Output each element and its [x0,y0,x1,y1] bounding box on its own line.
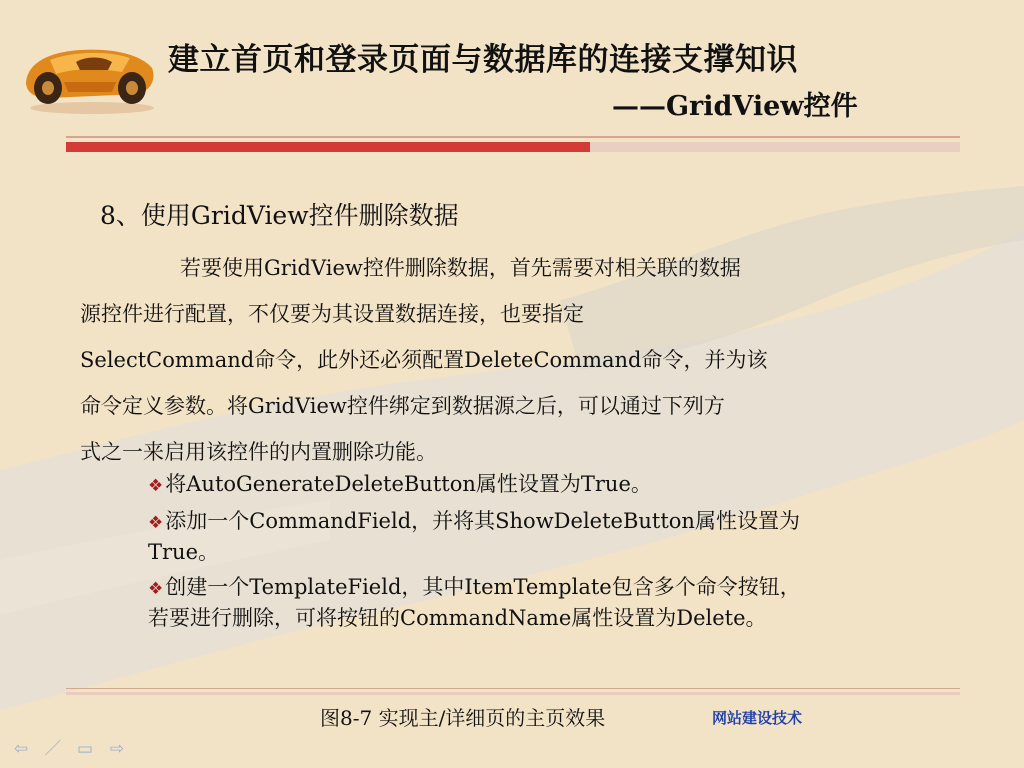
bullet-text: 将AutoGenerateDeleteButton属性设置为True。 [165,472,652,496]
paragraph-line: 命令定义参数。将GridView控件绑定到数据源之后，可以通过下列方 [80,394,725,418]
course-name: 网站建设技术 [712,709,803,727]
slide-subtitle: ——GridView控件 [612,91,858,122]
body-paragraph [80,245,940,475]
slide-navigation [10,740,128,758]
bullet-list [148,470,948,639]
top-divider-line [66,136,960,138]
bullet-text: 添加一个CommandField，并将其ShowDeleteButton属性设置为 [165,509,800,533]
top-divider-red-segment [66,142,590,152]
section-heading: 8、使用GridView控件删除数据 [100,201,459,230]
bullet-item [148,507,948,567]
paragraph-line: 若要使用GridView控件删除数据，首先需要对相关联的数据 [180,256,741,280]
bullet-text: True。 [148,540,219,564]
bullet-line [148,470,948,501]
diamond-bullet-icon: ❖ [148,513,164,533]
paragraph-line: SelectCommand命令，此外还必须配置DeleteCommand命令，并为该 [80,348,768,372]
slide-title: 建立首页和登录页面与数据库的连接支撑知识 [168,42,798,78]
diamond-bullet-icon: ❖ [148,476,164,496]
bullet-line [148,507,948,538]
bottom-divider-line [66,688,960,689]
diamond-bullet-icon: ❖ [148,579,164,599]
bullet-text: 若要进行删除，可将按钮的CommandName属性设置为Delete。 [148,606,767,630]
bullet-item [148,470,948,501]
paragraph-line: 源控件进行配置，不仅要为其设置数据连接，也要指定 [80,302,584,326]
paragraph-line: 式之一来启用该控件的内置删除功能。 [80,440,437,464]
previous-slide-icon[interactable]: ⇦ [13,739,29,759]
pen-tool-icon[interactable]: ／ [44,739,62,759]
menu-icon[interactable]: ▭ [76,739,94,759]
figure-caption: 图8-7 实现主/详细页的主页效果 [320,706,606,730]
bullet-line [148,573,948,604]
bullet-item [148,573,948,633]
race-car-icon [20,38,160,116]
bottom-divider-bar [66,692,960,695]
bullet-text: 创建一个TemplateField，其中ItemTemplate包含多个命令按钮， [165,575,801,599]
next-slide-icon[interactable]: ⇨ [109,739,125,759]
